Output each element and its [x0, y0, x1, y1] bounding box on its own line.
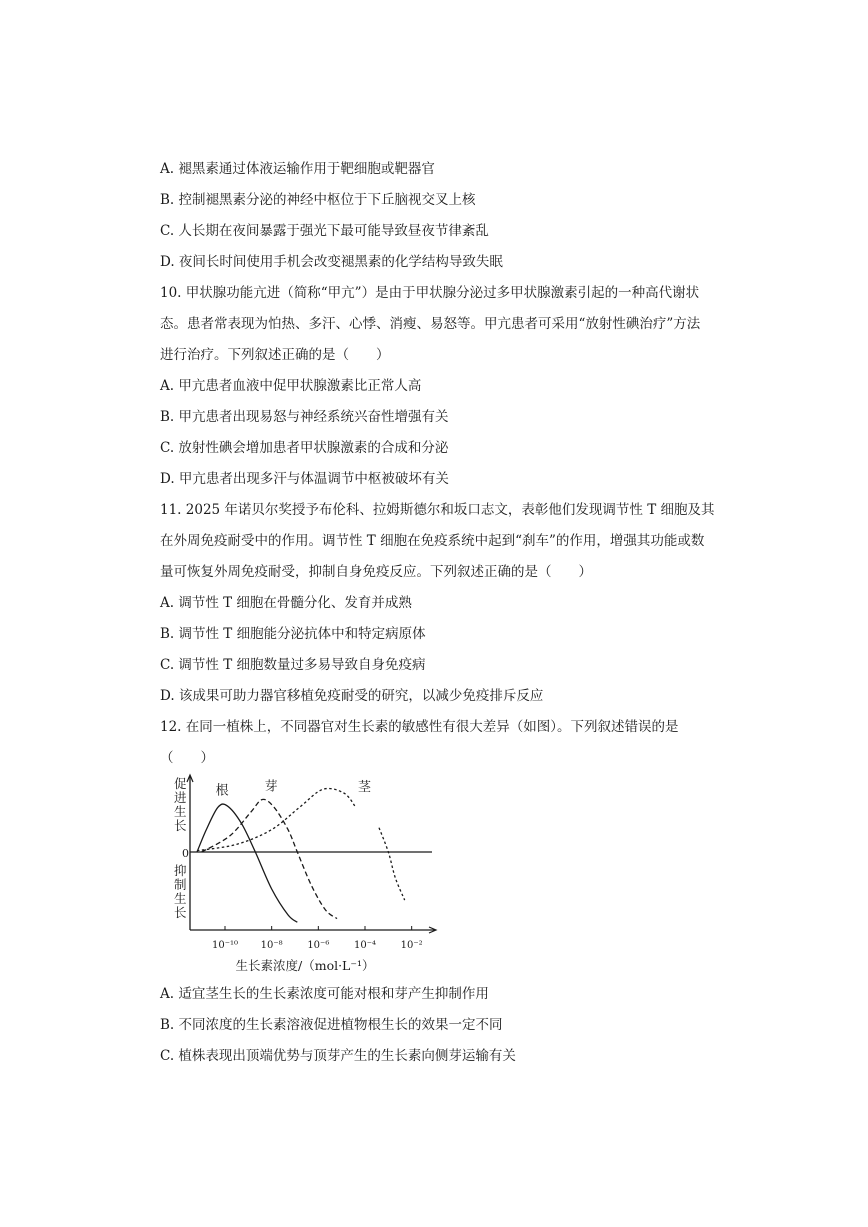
q10-option-d: D. 甲亢患者出现多汗与体温调节中枢被破坏有关: [160, 471, 449, 487]
q12-option-c: C. 植株表现出顶端优势与顶芽产生的生长素向侧芽运输有关: [160, 1048, 516, 1064]
series-label: 根: [215, 783, 229, 799]
x-tick-label: 10⁻⁶: [307, 940, 330, 951]
q9-option-a: A. 褪黑素通过体液运输作用于靶细胞或靶器官: [160, 161, 435, 177]
x-tick-label: 10⁻²: [400, 940, 423, 951]
q12-stem-line: （ ）: [160, 750, 214, 766]
q11-option-a: A. 调节性 T 细胞在骨髓分化、发育并成熟: [160, 595, 412, 611]
auxin-response-chart: [160, 770, 450, 980]
q10-stem-line: 态。患者常表现为怕热、多汗、心悸、消瘦、易怒等。甲亢患者可采用“放射性碘治疗”方法: [160, 316, 701, 332]
q10-stem-line: 进行治疗。下列叙述正确的是（ ）: [160, 347, 390, 363]
curve-stem-tail: [379, 828, 405, 900]
q11-stem-line: 11. 2025 年诺贝尔奖授予布伦科、拉姆斯德尔和坂口志文，表彰他们发现调节性 T 细胞及其: [160, 502, 715, 518]
y-label-promote: 促进生长: [174, 776, 187, 833]
q10-stem-line: 10. 甲状腺功能亢进（简称“甲亢”）是由于甲状腺分泌过多甲状腺激素引起的一种高代谢状: [160, 285, 700, 301]
x-tick-label: 10⁻⁸: [260, 940, 283, 951]
curve-bud: [202, 799, 337, 918]
y-label-inhibit: 抑制生长: [174, 863, 187, 920]
q10-option-c: C. 放射性碘会增加患者甲状腺激素的合成和分泌: [160, 440, 449, 456]
q9-option-c: C. 人长期在夜间暴露于强光下最可能导致昼夜节律紊乱: [160, 223, 489, 239]
q11-option-b: B. 调节性 T 细胞能分泌抗体中和特定病原体: [160, 626, 426, 642]
q11-stem-line: 量可恢复外周免疫耐受，抑制自身免疫反应。下列叙述正确的是（ ）: [160, 564, 592, 580]
q12-stem-line: 12. 在同一植株上，不同器官对生长素的敏感性有很大差异（如图）。下列叙述错误的是: [160, 719, 679, 735]
zero-label: 0: [182, 847, 189, 860]
q10-option-b: B. 甲亢患者出现易怒与神经系统兴奋性增强有关: [160, 409, 449, 425]
q10-option-a: A. 甲亢患者血液中促甲状腺激素比正常人高: [160, 378, 422, 394]
q11-option-d: D. 该成果可助力器官移植免疫耐受的研究，以减少免疫排斥反应: [160, 688, 544, 704]
series-label: 茎: [358, 780, 372, 796]
q12-option-b: B. 不同浓度的生长素溶液促进植物根生长的效果一定不同: [160, 1017, 503, 1033]
q11-stem-line: 在外周免疫耐受中的作用。调节性 T 细胞在免疫系统中起到“刹车”的作用，增强其功能或数: [160, 533, 705, 549]
q9-option-d: D. 夜间长时间使用手机会改变褪黑素的化学结构导致失眠: [160, 254, 503, 270]
x-axis-label: 生长素浓度/（mol·L⁻¹）: [235, 958, 375, 973]
q9-option-b: B. 控制褪黑素分泌的神经中枢位于下丘脑视交叉上核: [160, 192, 476, 208]
q11-option-c: C. 调节性 T 细胞数量过多易导致自身免疫病: [160, 657, 426, 673]
x-tick-label: 10⁻¹⁰: [211, 940, 239, 951]
series-label: 芽: [264, 779, 278, 795]
x-tick-label: 10⁻⁴: [353, 940, 377, 951]
q12-option-a: A. 适宜茎生长的生长素浓度可能对根和芽产生抑制作用: [160, 986, 489, 1002]
